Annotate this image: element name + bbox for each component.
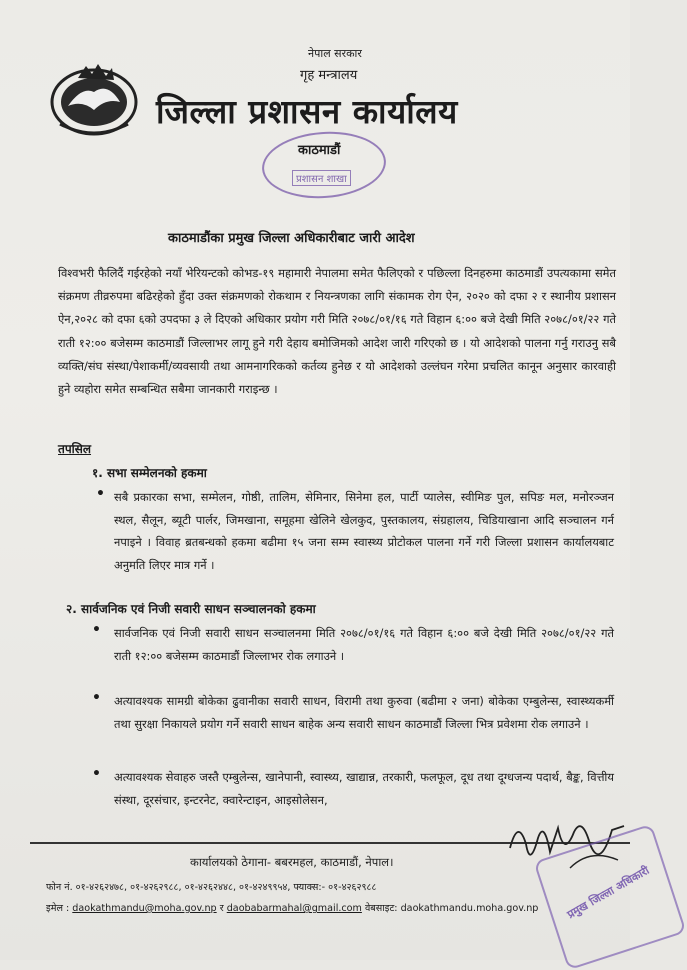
intro-paragraph: विश्वभरी फैलिदैं गईरहेको नयाँ भेरियन्टको कोभड-१९ महामारी नेपालमा समेत फैलिएको र पछिल्ला दिनहरुमा काठमाडौं उपत्यकामा समेत संक्रमण तीव्ररुपमा बढिरहेको हुँदा उक्त संक्रमणको रोकथाम र नियन्त्रणका लागि संकामक रोग ऐन, २०२० को दफा २ र स्थानीय प्रशासन ऐन,२०२८ को दफा ६को उपदफा ३ ले दिएको अधिकार प्रयोग गरी मिति २०७८/०१/१६ गते विहान ६:०० बजे देखी मिति २०७८/०१/२२ गते राती १२:०० बजेसम्म काठमाडौं जिल्लाभर लागू हुने गरी देहाय बमोजिमको आदेश जारी गरिएको छ । यो आदेशको पालना गर्नु गराउनु सबै व्यक्ति/संघ संस्था/पेशाकर्मी/व्यवसायी तथा आमनागरिकको कर्तव्य हुनेछ र यो आदेशको उल्लंघन गरेमा प्रचलित कानून अनुसार कारवाही हुने व्यहोरा समेत सम्बन्धित सबैमा जानकारी गराइन्छ । (58, 266, 616, 397)
section-2-title: २. सार्वजनिक एवं निजी सवारी साधन सञ्चालनको हकमा (66, 602, 316, 616)
bullet-marker: • (92, 766, 101, 782)
office-title: जिल्ला प्रशासन कार्यालय (156, 92, 458, 131)
government-label: नेपाल सरकार (308, 47, 362, 60)
stamp-text: प्रशासन शाखा (292, 170, 351, 186)
section-2-bullet-3: अत्यावश्यक सेवाहरु जस्तै एम्बुलेन्स, खानेपानी, स्वास्थ्य, खाद्यान्न, तरकारी, फलफूल, दूध तथा दूग्धजन्य पदार्थ, बैङ्क, वित्तीय संस्था, दूरसंचार, इन्टरनेट, क्वारेन्टाइन, आइसोलेसन, (114, 770, 614, 807)
city-label: काठमाडौं (298, 143, 341, 158)
office-contact-line (46, 901, 538, 914)
email-link-1[interactable]: daokathmandu@moha.gov.np (72, 903, 217, 914)
bullet-marker: • (92, 622, 101, 638)
bullet-marker: • (92, 690, 101, 706)
bullet-marker: • (96, 486, 105, 502)
nepal-emblem-logo (48, 58, 140, 138)
email-separator: र (219, 903, 224, 914)
section-1-title: १. सभा सम्मेलनको हकमा (92, 466, 207, 480)
section-2-bullet-2: अत्यावश्यक सामग्री बोकेका ढुवानीका सवारी साधन, विरामी तथा कुरुवा (बढीमा २ जना) बोकेका एम्बुलेन्स, स्वास्थ्यकर्मी तथा सुरक्षा निकायले प्रयोग गर्ने सवारी साधन बाहेक अन्य सवारी साधन काठमाडौं जिल्ला भित्र प्रवेशमा रोक लगाउने । (114, 694, 614, 731)
section-1-bullet-1: सबै प्रकारका सभा, सम्मेलन, गोष्ठी, तालिम, सेमिनार, सिनेमा हल, पार्टी प्यालेस, स्वीमिङ पुल, सपिङ मल, मनोरञ्जन स्थल, सैलून, ब्यूटी पार्लर, जिमखाना, समूहमा खेलिने खेलकुद, पुस्तकालय, संग्रहालय, चिडियाखाना आदि सञ्चालन गर्न नपाइने । विवाह ब्रतबन्धको हकमा बढीमा १५ जना सम्म स्वास्थ्य प्रोटोकल पालना गर्ने गरी जिल्ला प्रशासन कार्यालयबाट अनुमति लिएर मात्र गर्ने । (114, 490, 614, 572)
ministry-label: गृह मन्त्रालय (300, 68, 358, 83)
email-label: इमेल : (46, 903, 70, 914)
office-phone: फोन नं. ०१-४२६२४७८, ०१-४२६२९८८, ०१-४२६२४४८, ०१-४२४९९५४, फ्याक्स:- ०१-४२६२९८८ (46, 882, 377, 893)
section-2-bullet-1: सार्वजनिक एवं निजी सवारी साधन सञ्चालनमा मिति २०७८/०१/१६ गते विहान ६:०० बजे देखी मिति २०७८/०१/२२ गते राती १२:०० बजेसम्म काठमाडौं जिल्लाभर रोक लगाउने । (114, 626, 614, 663)
signature-stamp-text: प्रमुख जिल्ला अधिकारी (564, 863, 652, 922)
website-label: वेबसाइट: (364, 903, 398, 914)
schedule-label: तपसिल (58, 442, 92, 456)
website-link[interactable]: daokathmandu.moha.gov.np (400, 903, 539, 914)
order-heading: काठमाडौंका प्रमुख जिल्ला अधिकारीबाट जारी आदेश (168, 231, 415, 246)
office-address: कार्यालयको ठेगाना- बबरमहल, काठमाडौं, नेपाल। (190, 855, 394, 869)
office-stamp (260, 128, 388, 202)
email-link-2[interactable]: daobabarmahal@gmail.com (226, 903, 362, 914)
